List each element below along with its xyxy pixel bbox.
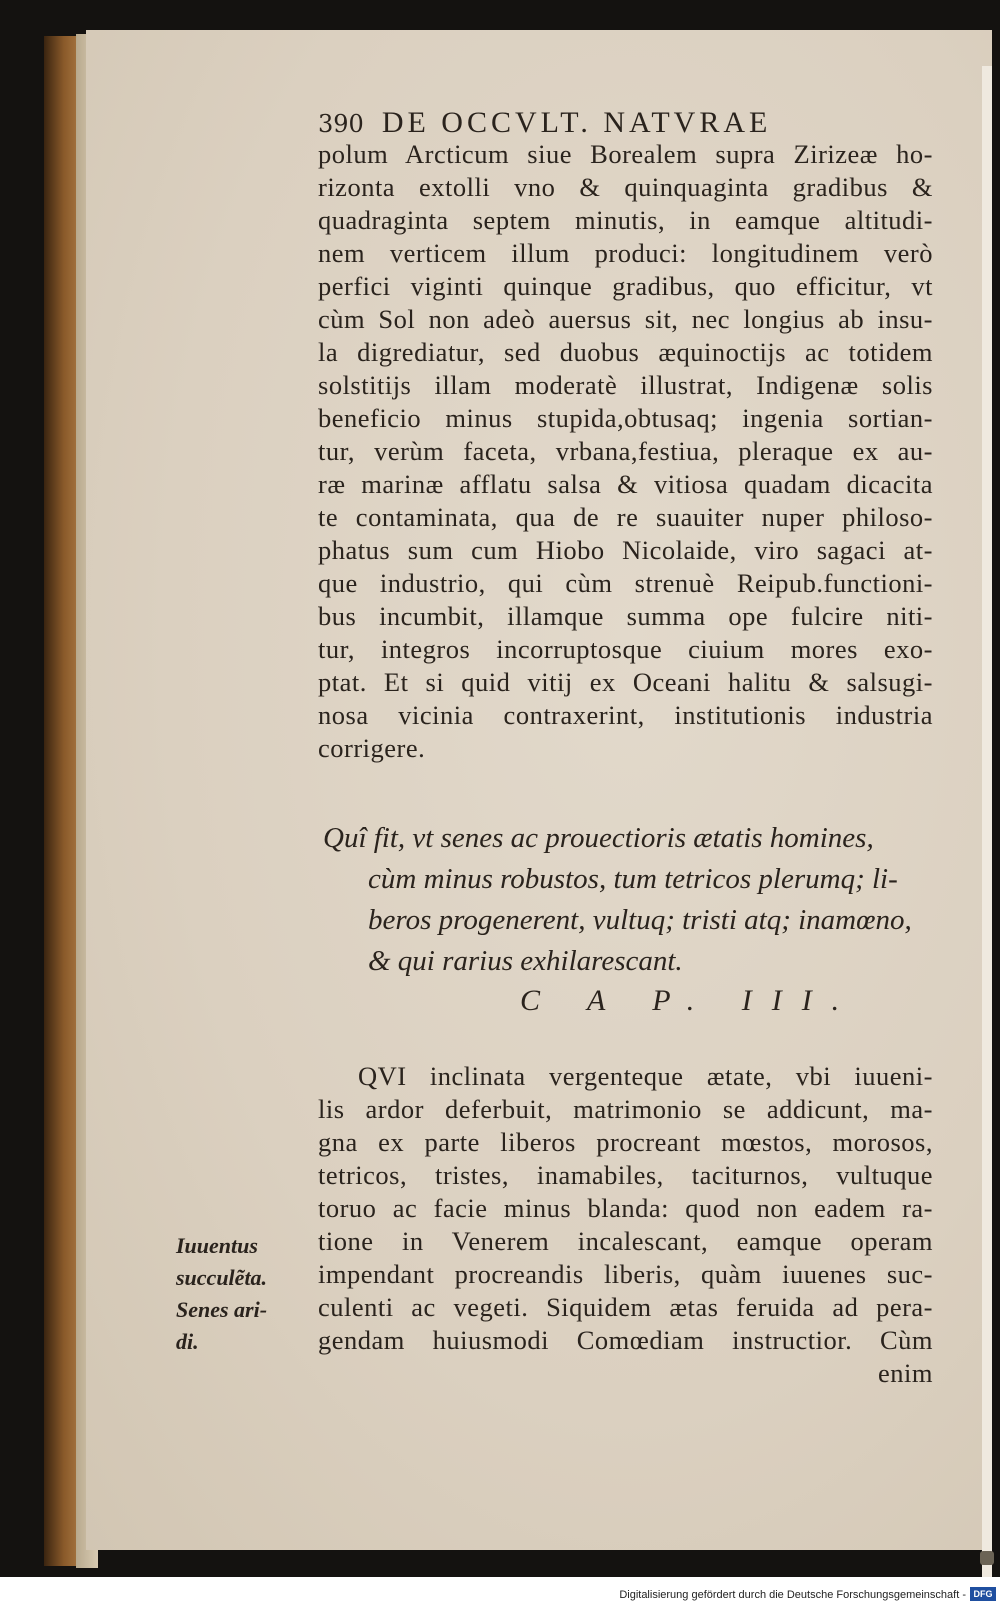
chapter-heading-line: & qui rarius exhilarescant. <box>368 945 683 977</box>
paragraph-line: gendam huiusmodi Comœdiam instructior. Cùm <box>318 1325 933 1355</box>
paragraph-line: solstitijs illam moderatè illustrat, Indigenæ solis <box>318 370 933 400</box>
paragraph-line: lis ardor deferbuit, matrimonio se addicunt, ma- <box>318 1094 933 1124</box>
paragraph-line: ræ marinæ afflatu salsa & vitiosa quadam dicacita <box>318 469 933 499</box>
paragraph-line: QVI inclinata vergenteque ætate, vbi iuueni- <box>358 1061 933 1091</box>
catchword: enim <box>878 1358 933 1388</box>
paragraph-line: te contaminata, qua de re suauiter nuper philoso- <box>318 502 933 532</box>
chapter-heading-line: Quî fit, vt senes ac prouectioris ætatis homines, <box>323 822 874 854</box>
paragraph-line: impendant procreandis liberis, quàm iuuenes suc- <box>318 1259 933 1289</box>
paragraph-line: que industrio, qui cùm strenuè Reipub.functioni- <box>318 568 933 598</box>
paragraph-line: polum Arcticum siue Borealem supra Zirizeæ ho- <box>318 139 933 169</box>
chapter-label: C A P. III. <box>520 984 860 1017</box>
color-target-mark <box>980 1551 994 1565</box>
paragraph-line: rizonta extolli vno & quinquaginta gradibus & <box>318 172 933 202</box>
footer-credit: Digitalisierung gefördert durch die Deutsche Forschungsgemeinschaft - <box>619 1589 966 1601</box>
dfg-logo-icon: DFG <box>970 1587 996 1601</box>
paragraph-1 <box>318 138 933 765</box>
paragraph-line: culenti ac vegeti. Siquidem ætas feruida ad pera- <box>318 1292 933 1322</box>
marginal-note-line: di. <box>176 1329 199 1354</box>
paragraph-line: tur, integros incorruptosque ciuium mores exo- <box>318 634 933 664</box>
paragraph-line: nosa vicinia contraxerint, institutionis industria <box>318 700 933 730</box>
chapter-heading-line: beros progenerent, vultuq; tristi atq; inamœno, <box>368 904 912 936</box>
footer-bar <box>0 1577 1000 1607</box>
paragraph-line: ptat. Et si quid vitij ex Oceani halitu & salsugi- <box>318 667 933 697</box>
marginal-note-line: succulẽta. <box>176 1265 268 1290</box>
marginal-note <box>176 1230 306 1358</box>
paragraph-line: quadraginta septem minutis, in eamque altitudi- <box>318 205 933 235</box>
chapter-heading <box>323 818 943 982</box>
paragraph-line: perfici viginti quinque gradibus, quo efficitur, vt <box>318 271 933 301</box>
page-right-edge <box>982 66 992 1586</box>
paragraph-line: tur, verùm faceta, vrbana,festiua, pleraque ex au- <box>318 436 933 466</box>
chapter-heading-line: cùm minus robustos, tum tetricos plerumq; li- <box>368 863 898 895</box>
paragraph-line: phatus sum cum Hiobo Nicolaide, viro sagaci at- <box>318 535 933 565</box>
running-head-title: DE OCCVLT. NATVRAE <box>381 106 772 139</box>
paragraph-line: la digrediatur, sed duobus æquinoctijs ac totidem <box>318 337 933 367</box>
paragraph-line: tetricos, tristes, inamabiles, taciturnos, vultuque <box>318 1160 933 1190</box>
page-number: 390 <box>318 110 364 138</box>
paragraph-line: nem verticem illum produci: longitudinem verò <box>318 238 933 268</box>
paragraph-line: tione in Venerem incalescant, eamque operam <box>318 1226 933 1256</box>
paragraph-line: bus incumbit, illamque summa ope fulcire niti- <box>318 601 933 631</box>
marginal-note-line: Iuuentus <box>176 1233 258 1258</box>
paragraph-line: toruo ac facie minus blanda: quod non eadem ra- <box>318 1193 933 1223</box>
paragraph-line: gna ex parte liberos procreant mœstos, morosos, <box>318 1127 933 1157</box>
marginal-note-line: Senes ari- <box>176 1297 268 1322</box>
paragraph-2 <box>318 1060 933 1390</box>
paragraph-line: beneficio minus stupida,obtusaq; ingenia sortian- <box>318 403 933 433</box>
paragraph-line: corrigere. <box>318 733 426 763</box>
paragraph-line: cùm Sol non adeò auersus sit, nec longius ab insu- <box>318 304 933 334</box>
